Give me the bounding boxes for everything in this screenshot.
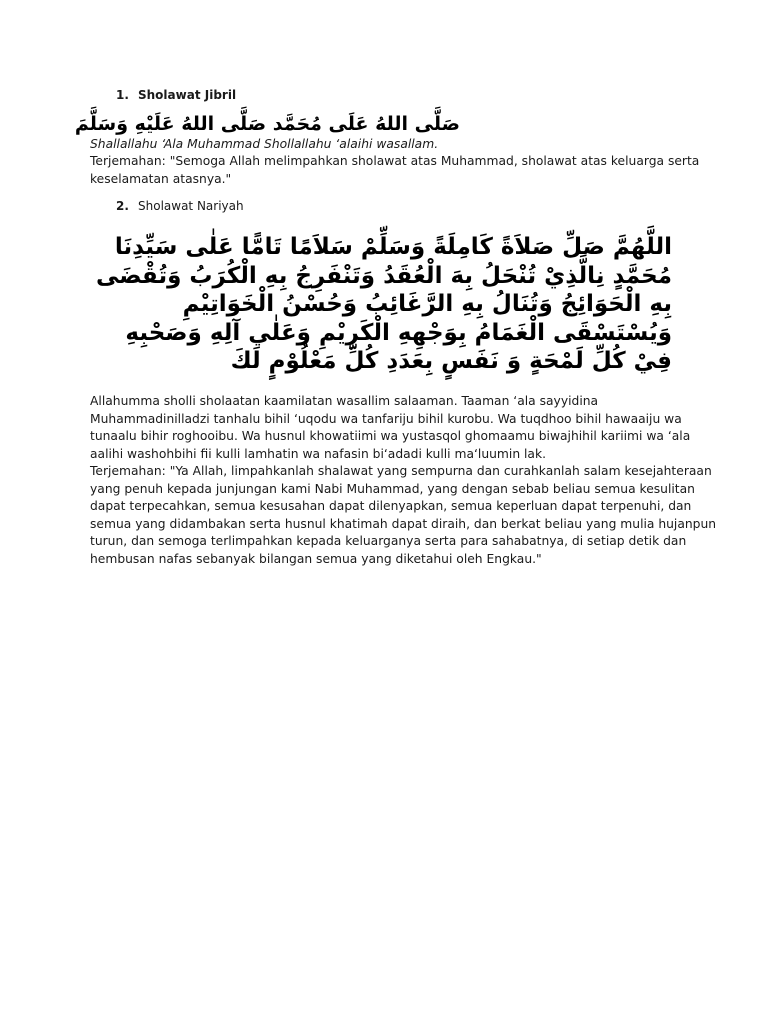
arabic-text-sholawat-nariyah [88,233,672,376]
arabic-line: اللَّهُمَّ صَلِّ صَلاَةً كَامِلَةً وَسَلِّمْ سَلاَمًا تَامًّا عَلٰى سَيِّدِنَا [114,234,672,260]
section-heading-sholawat-nariyah [116,199,244,213]
translation-line: Terjemahan: "Semoga Allah melimpahkan sholawat atas Muhammad, sholawat atas keluarga serta [90,154,700,168]
transliteration-sholawat-jibril: Shallallahu ‘Ala Muhammad Shollallahu ‘alaihi wasallam. [90,137,439,151]
text-line: Terjemahan: "Ya Allah, limpahkanlah shalawat yang sempurna dan curahkanlah salam kesejahteraan [90,464,712,478]
text-line: Muhammadinilladzi tanhalu bihil ‘uqodu wa tanfariju bihil kurobu. Wa tuqdhoo bihil hawaaiju wa [90,411,682,426]
text-line: Allahumma sholli sholaatan kaamilatan wasallim salaaman. Taaman ‘ala sayyidina [90,394,599,408]
body-text-sholawat-nariyah [90,393,716,568]
text-line: hembusan nafas sebanyak bilangan semua yang diketahui oleh Engkau." [90,551,542,566]
section-number: 2. [116,199,129,213]
text-line: dapat terpecahkan, semua kesusahan dapat dilenyapkan, semua keperluan dapat terpenuhi, dan [90,499,692,513]
arabic-text-sholawat-jibril: صَلَّى اللهُ عَلَى مُحَمَّد صَلَّى اللهُ عَلَيْهِ وَسَلَّمَ [74,113,460,135]
translation-sholawat-jibril [90,153,699,188]
section-title: Sholawat Nariyah [138,199,244,213]
text-line: aalihi washohbihi fii kulli lamhatin wa nafasin bi‘adadi kulli ma‘luumin lak. [90,446,546,461]
arabic-line: فِيْ كُلِّ لَمْحَةٍ وَ نَفَسٍ بِعَدَدِ كُلِّ مَعْلُوْمٍ لَكَ [230,348,672,374]
section-title: Sholawat Jibril [138,88,237,102]
text-line: tunaalu bihir roghooibu. Wa husnul khowatiimi wa yustasqol ghomaamu biwajhihil kariimi wa ‘ala [90,429,691,443]
section-heading-sholawat-jibril [116,88,236,102]
arabic-line: مُحَمَّدٍ نِالَّذِيْ تُنْحَلُ بِهَ الْعُقَدُ وَتَنْفَرِجُ بِهِ الْكُرَبُ وَتُقْضَى [96,262,672,289]
translation-line: keselamatan atasnya." [90,171,232,186]
arabic-line: وَيُسْتَسْقَى الْغَمَامُ بِوَجْهِهِ الْكَرِيْمِ وَعَلٰي آلِهِ وَصَحْبِهِ [125,319,672,346]
text-line: turun, dan semoga terlimpahkan kepada keluarganya serta para sahabatnya, di setiap detik dan [90,534,687,548]
text-line: semua yang didambakan serta husnul khatimah dapat diraih, dan berkat beliau yang mulia hujanpun [90,516,717,531]
arabic-line: بِهِ الْحَوَائِجُ وَتُنَالُ بِهِ الرَّغَائِبُ وَحُسْنُ الْخَوَاتِيْمِ [182,291,672,317]
section-number: 1. [116,88,129,102]
text-line: yang penuh kepada junjungan kami Nabi Muhammad, yang dengan sebab beliau semua kesulitan [90,481,695,496]
